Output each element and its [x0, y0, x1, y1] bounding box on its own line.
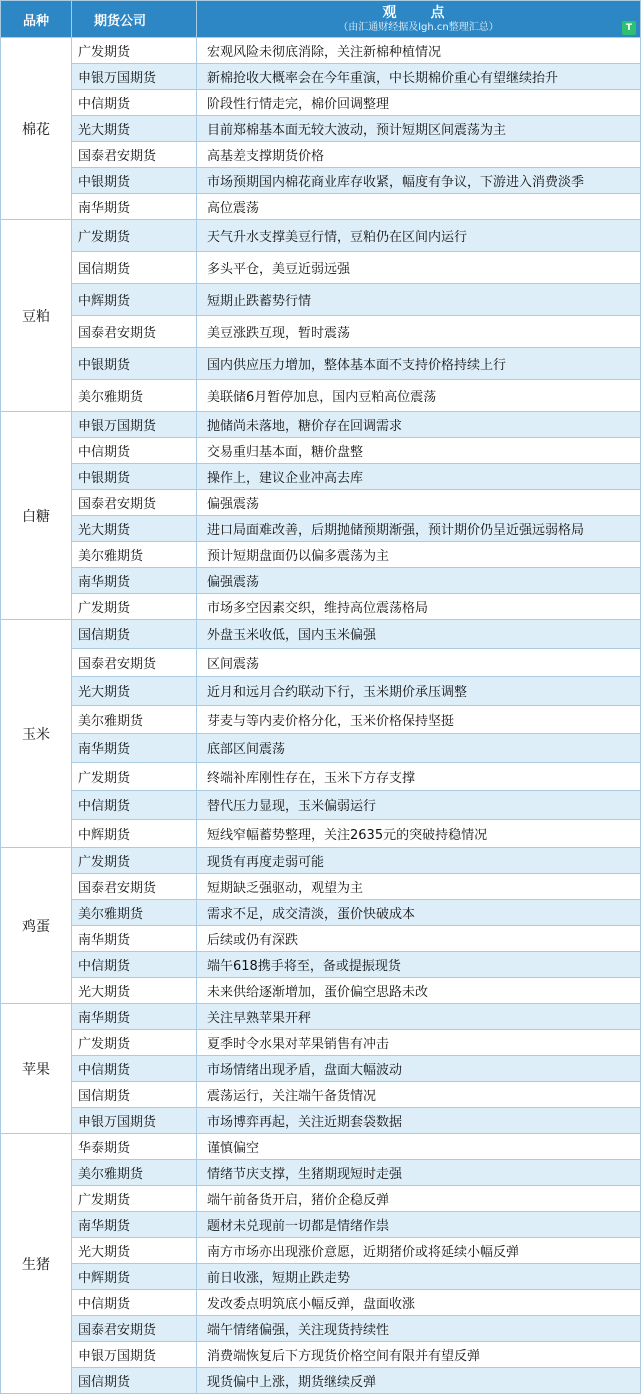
- view-cell: 端午情绪偏强，关注现货持续性: [197, 1316, 641, 1342]
- company-cell: 国泰君安期货: [72, 490, 197, 516]
- company-cell: 南华期货: [72, 1004, 197, 1030]
- company-cell: 广发期货: [72, 762, 197, 791]
- company-cell: 南华期货: [72, 926, 197, 952]
- company-cell: 光大期货: [72, 1238, 197, 1264]
- header-category: 品种: [1, 1, 72, 38]
- table-row: [1, 648, 641, 677]
- view-cell: 短期止跌蓄势行情: [197, 284, 641, 316]
- company-cell: 光大期货: [72, 116, 197, 142]
- company-cell: 国泰君安期货: [72, 648, 197, 677]
- table-row: [1, 594, 641, 620]
- category-cell: 棉花: [1, 38, 72, 220]
- table-row: [1, 848, 641, 874]
- view-cell: 未来供给逐渐增加，蛋价偏空思路未改: [197, 978, 641, 1004]
- table-row: [1, 1056, 641, 1082]
- company-cell: 中信期货: [72, 438, 197, 464]
- company-cell: 广发期货: [72, 38, 197, 64]
- view-cell: 题材未兑现前一切都是情绪作祟: [197, 1212, 641, 1238]
- table-row: [1, 252, 641, 284]
- view-cell: 美联储6月暂停加息，国内豆粕高位震荡: [197, 380, 641, 412]
- company-cell: 广发期货: [72, 220, 197, 252]
- table-row: [1, 1290, 641, 1316]
- company-cell: 中银期货: [72, 168, 197, 194]
- table-row: [1, 1212, 641, 1238]
- table-row: [1, 1082, 641, 1108]
- company-cell: 国信期货: [72, 1368, 197, 1394]
- company-cell: 申银万国期货: [72, 1342, 197, 1368]
- company-cell: 广发期货: [72, 594, 197, 620]
- table-row: [1, 1186, 641, 1212]
- table-row: [1, 490, 641, 516]
- view-cell: 短线窄幅蓄势整理，关注2635元的突破持稳情况: [197, 819, 641, 848]
- view-cell: 替代压力显现，玉米偏弱运行: [197, 791, 641, 820]
- table-row: [1, 116, 641, 142]
- company-cell: 中信期货: [72, 90, 197, 116]
- view-cell: 芽麦与等内麦价格分化，玉米价格保持坚挺: [197, 705, 641, 734]
- view-cell: 南方市场亦出现涨价意愿，近期猪价或将延续小幅反弹: [197, 1238, 641, 1264]
- header-company: 期货公司: [72, 1, 197, 38]
- view-cell: 抛储尚未落地，糖价存在回调需求: [197, 412, 641, 438]
- company-cell: 国泰君安期货: [72, 874, 197, 900]
- company-cell: 南华期货: [72, 1212, 197, 1238]
- table-row: [1, 142, 641, 168]
- view-cell: 高基差支撑期货价格: [197, 142, 641, 168]
- view-cell: 美豆涨跌互现，暂时震荡: [197, 316, 641, 348]
- category-cell: 生猪: [1, 1134, 72, 1394]
- table-row: [1, 194, 641, 220]
- company-cell: 南华期货: [72, 194, 197, 220]
- table-row: [1, 677, 641, 706]
- view-cell: 发改委点明筑底小幅反弹，盘面收涨: [197, 1290, 641, 1316]
- company-cell: 中信期货: [72, 791, 197, 820]
- table-row: [1, 1342, 641, 1368]
- table-row: [1, 1108, 641, 1134]
- company-cell: 美尔雅期货: [72, 380, 197, 412]
- table-row: [1, 516, 641, 542]
- table-row: [1, 438, 641, 464]
- header-row: [1, 1, 641, 38]
- company-cell: 南华期货: [72, 568, 197, 594]
- company-cell: 华泰期货: [72, 1134, 197, 1160]
- table-row: [1, 1134, 641, 1160]
- view-cell: 端午618携手将至，备或提振现货: [197, 952, 641, 978]
- view-cell: 市场博弈再起，关注近期套袋数据: [197, 1108, 641, 1134]
- table-row: [1, 316, 641, 348]
- view-cell: 底部区间震荡: [197, 734, 641, 763]
- view-cell: 高位震荡: [197, 194, 641, 220]
- view-cell: 关注早熟苹果开秤: [197, 1004, 641, 1030]
- company-cell: 国泰君安期货: [72, 316, 197, 348]
- view-cell: 情绪节庆支撑，生猪期现短时走强: [197, 1160, 641, 1186]
- table-row: [1, 734, 641, 763]
- view-cell: 交易重归基本面，糖价盘整: [197, 438, 641, 464]
- view-cell: 震荡运行，关注端午备货情况: [197, 1082, 641, 1108]
- table-row: [1, 1316, 641, 1342]
- view-cell: 外盘玉米收低，国内玉米偏强: [197, 620, 641, 649]
- table-row: [1, 705, 641, 734]
- table-row: [1, 1160, 641, 1186]
- company-cell: 广发期货: [72, 1186, 197, 1212]
- category-cell: 苹果: [1, 1004, 72, 1134]
- table-row: [1, 348, 641, 380]
- view-cell: 现货有再度走弱可能: [197, 848, 641, 874]
- company-cell: 中银期货: [72, 348, 197, 380]
- view-cell: 市场情绪出现矛盾，盘面大幅波动: [197, 1056, 641, 1082]
- table-row: [1, 284, 641, 316]
- view-cell: 国内供应压力增加，整体基本面不支持价格持续上行: [197, 348, 641, 380]
- company-cell: 广发期货: [72, 1030, 197, 1056]
- view-cell: 现货偏中上涨，期货继续反弹: [197, 1368, 641, 1394]
- company-cell: 国泰君安期货: [72, 142, 197, 168]
- company-cell: 国泰君安期货: [72, 1316, 197, 1342]
- corner-badge-icon: T: [622, 21, 636, 35]
- view-cell: 阶段性行情走完，棉价回调整理: [197, 90, 641, 116]
- table-row: [1, 1264, 641, 1290]
- table-row: [1, 1238, 641, 1264]
- company-cell: 广发期货: [72, 848, 197, 874]
- company-cell: 国信期货: [72, 1082, 197, 1108]
- category-cell: 玉米: [1, 620, 72, 848]
- table-row: [1, 168, 641, 194]
- view-cell: 市场预期国内棉花商业库存收紧，幅度有争议，下游进入消费淡季: [197, 168, 641, 194]
- company-cell: 申银万国期货: [72, 1108, 197, 1134]
- table-row: [1, 900, 641, 926]
- view-cell: 端午前备货开启，猪价企稳反弹: [197, 1186, 641, 1212]
- table-row: [1, 220, 641, 252]
- table-row: [1, 791, 641, 820]
- view-cell: 天气升水支撑美豆行情，豆粕仍在区间内运行: [197, 220, 641, 252]
- company-cell: 美尔雅期货: [72, 705, 197, 734]
- view-cell: 预计短期盘面仍以偏多震荡为主: [197, 542, 641, 568]
- view-cell: 区间震荡: [197, 648, 641, 677]
- table-row: [1, 952, 641, 978]
- view-cell: 近月和远月合约联动下行，玉米期价承压调整: [197, 677, 641, 706]
- view-cell: 夏季时令水果对苹果销售有冲击: [197, 1030, 641, 1056]
- company-cell: 中辉期货: [72, 1264, 197, 1290]
- table-row: [1, 64, 641, 90]
- view-cell: 市场多空因素交织，维持高位震荡格局: [197, 594, 641, 620]
- view-cell: 需求不足，成交清淡，蛋价快破成本: [197, 900, 641, 926]
- view-cell: 偏强震荡: [197, 568, 641, 594]
- company-cell: 光大期货: [72, 516, 197, 542]
- table-row: [1, 1368, 641, 1394]
- table-row: [1, 542, 641, 568]
- table-row: [1, 90, 641, 116]
- company-cell: 美尔雅期货: [72, 1160, 197, 1186]
- category-cell: 豆粕: [1, 220, 72, 412]
- company-cell: 美尔雅期货: [72, 542, 197, 568]
- view-cell: 新棉抢收大概率会在今年重演，中长期棉价重心有望继续抬升: [197, 64, 641, 90]
- company-cell: 中信期货: [72, 1290, 197, 1316]
- table-row: [1, 38, 641, 64]
- table-row: [1, 1030, 641, 1056]
- table-row: [1, 978, 641, 1004]
- view-cell: 短期缺乏强驱动，观望为主: [197, 874, 641, 900]
- table-row: [1, 926, 641, 952]
- table-row: [1, 819, 641, 848]
- company-cell: 申银万国期货: [72, 64, 197, 90]
- company-cell: 中信期货: [72, 952, 197, 978]
- category-cell: 鸡蛋: [1, 848, 72, 1004]
- view-cell: 前日收涨，短期止跌走势: [197, 1264, 641, 1290]
- view-cell: 多头平仓，美豆近弱远强: [197, 252, 641, 284]
- header-view-note: （由汇通财经据及lgh.cn整理汇总）: [338, 21, 499, 33]
- view-cell: 谨慎偏空: [197, 1134, 641, 1160]
- company-cell: 中辉期货: [72, 284, 197, 316]
- company-cell: 中信期货: [72, 1056, 197, 1082]
- company-cell: 南华期货: [72, 734, 197, 763]
- table-row: [1, 762, 641, 791]
- table-row: [1, 464, 641, 490]
- header-view-title: 观 点: [382, 4, 455, 21]
- company-cell: 中辉期货: [72, 819, 197, 848]
- table-row: [1, 568, 641, 594]
- table-row: [1, 380, 641, 412]
- company-cell: 光大期货: [72, 978, 197, 1004]
- table-row: [1, 874, 641, 900]
- company-cell: 中银期货: [72, 464, 197, 490]
- company-cell: 国信期货: [72, 252, 197, 284]
- company-cell: 国信期货: [72, 620, 197, 649]
- view-cell: 操作上，建议企业冲高去库: [197, 464, 641, 490]
- company-cell: 光大期货: [72, 677, 197, 706]
- view-cell: 后续或仍有深跌: [197, 926, 641, 952]
- view-cell: 偏强震荡: [197, 490, 641, 516]
- header-view: [197, 1, 641, 38]
- table-row: [1, 1004, 641, 1030]
- table-row: [1, 620, 641, 649]
- view-cell: 宏观风险未彻底消除，关注新棉种植情况: [197, 38, 641, 64]
- view-cell: 目前郑棉基本面无较大波动，预计短期区间震荡为主: [197, 116, 641, 142]
- category-cell: 白糖: [1, 412, 72, 620]
- view-cell: 进口局面难改善，后期抛储预期渐强，预计期价仍呈近强远弱格局: [197, 516, 641, 542]
- company-cell: 美尔雅期货: [72, 900, 197, 926]
- view-cell: 终端补库刚性存在，玉米下方存支撑: [197, 762, 641, 791]
- view-cell: 消费端恢复后下方现货价格空间有限并有望反弹: [197, 1342, 641, 1368]
- table-row: [1, 412, 641, 438]
- table-body: [1, 38, 641, 1394]
- company-cell: 申银万国期货: [72, 412, 197, 438]
